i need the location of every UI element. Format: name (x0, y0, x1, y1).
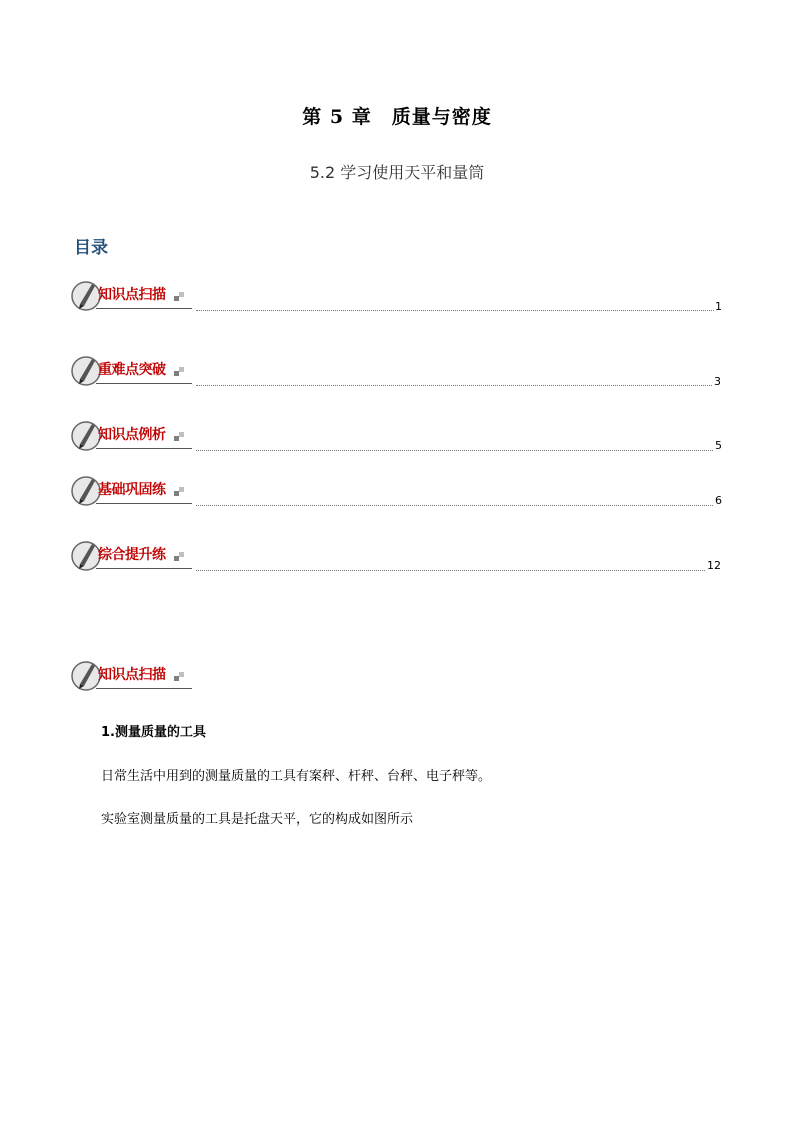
badge-label: 综合提升练 (98, 547, 166, 563)
toc-leader-dots (196, 505, 713, 506)
section-badge (70, 418, 194, 454)
badge-label: 基础巩固练 (98, 482, 166, 498)
toc-entry-examples[interactable] (70, 418, 725, 458)
badge-square-icon (179, 552, 184, 557)
toc-leader-dots (196, 450, 713, 451)
subheading: 1.测量质量的工具 (101, 725, 206, 740)
toc-entry-basic-practice[interactable] (70, 473, 725, 513)
badge-square-icon (179, 672, 184, 677)
toc-leader-dots (196, 385, 712, 386)
toc-page-number: 1 (715, 300, 722, 313)
badge-underline (96, 308, 192, 309)
chapter-title: 第 5 章 质量与密度 (302, 106, 492, 128)
toc-page-number: 6 (715, 494, 722, 507)
badge-underline (96, 448, 192, 449)
badge-square-icon (179, 292, 184, 297)
toc-page-number: 12 (707, 559, 721, 572)
paragraph: 实验室测量质量的工具是托盘天平，它的构成如图所示 (101, 812, 414, 827)
body-section-header (70, 658, 725, 698)
badge-underline (96, 568, 192, 569)
badge-label: 重难点突破 (98, 362, 166, 378)
toc-page-number: 3 (714, 375, 721, 388)
toc-page-number: 5 (715, 439, 722, 452)
toc-leader-dots (196, 310, 714, 311)
badge-label: 知识点扫描 (98, 287, 166, 303)
badge-square-icon (179, 432, 184, 437)
toc-entry-knowledge-scan[interactable] (70, 278, 725, 318)
section-badge (70, 278, 194, 314)
section-badge (70, 473, 194, 509)
badge-label: 知识点例析 (98, 427, 166, 443)
badge-underline (96, 503, 192, 504)
badge-square-icon (179, 487, 184, 492)
section-badge (70, 538, 194, 574)
badge-underline (96, 383, 192, 384)
section-badge (70, 658, 194, 694)
toc-leader-dots (196, 570, 705, 571)
badge-square-icon (179, 367, 184, 372)
section-title: 5.2 学习使用天平和量筒 (309, 163, 485, 182)
section-badge (70, 353, 194, 389)
badge-label: 知识点扫描 (98, 667, 166, 683)
toc-entry-key-difficulties[interactable] (70, 353, 725, 393)
badge-underline (96, 688, 192, 689)
paragraph: 日常生活中用到的测量质量的工具有案秤、杆秤、台秤、电子秤等。 (101, 769, 492, 784)
toc-entry-comprehensive-practice[interactable] (70, 538, 725, 578)
toc-heading: 目录 (74, 238, 108, 258)
